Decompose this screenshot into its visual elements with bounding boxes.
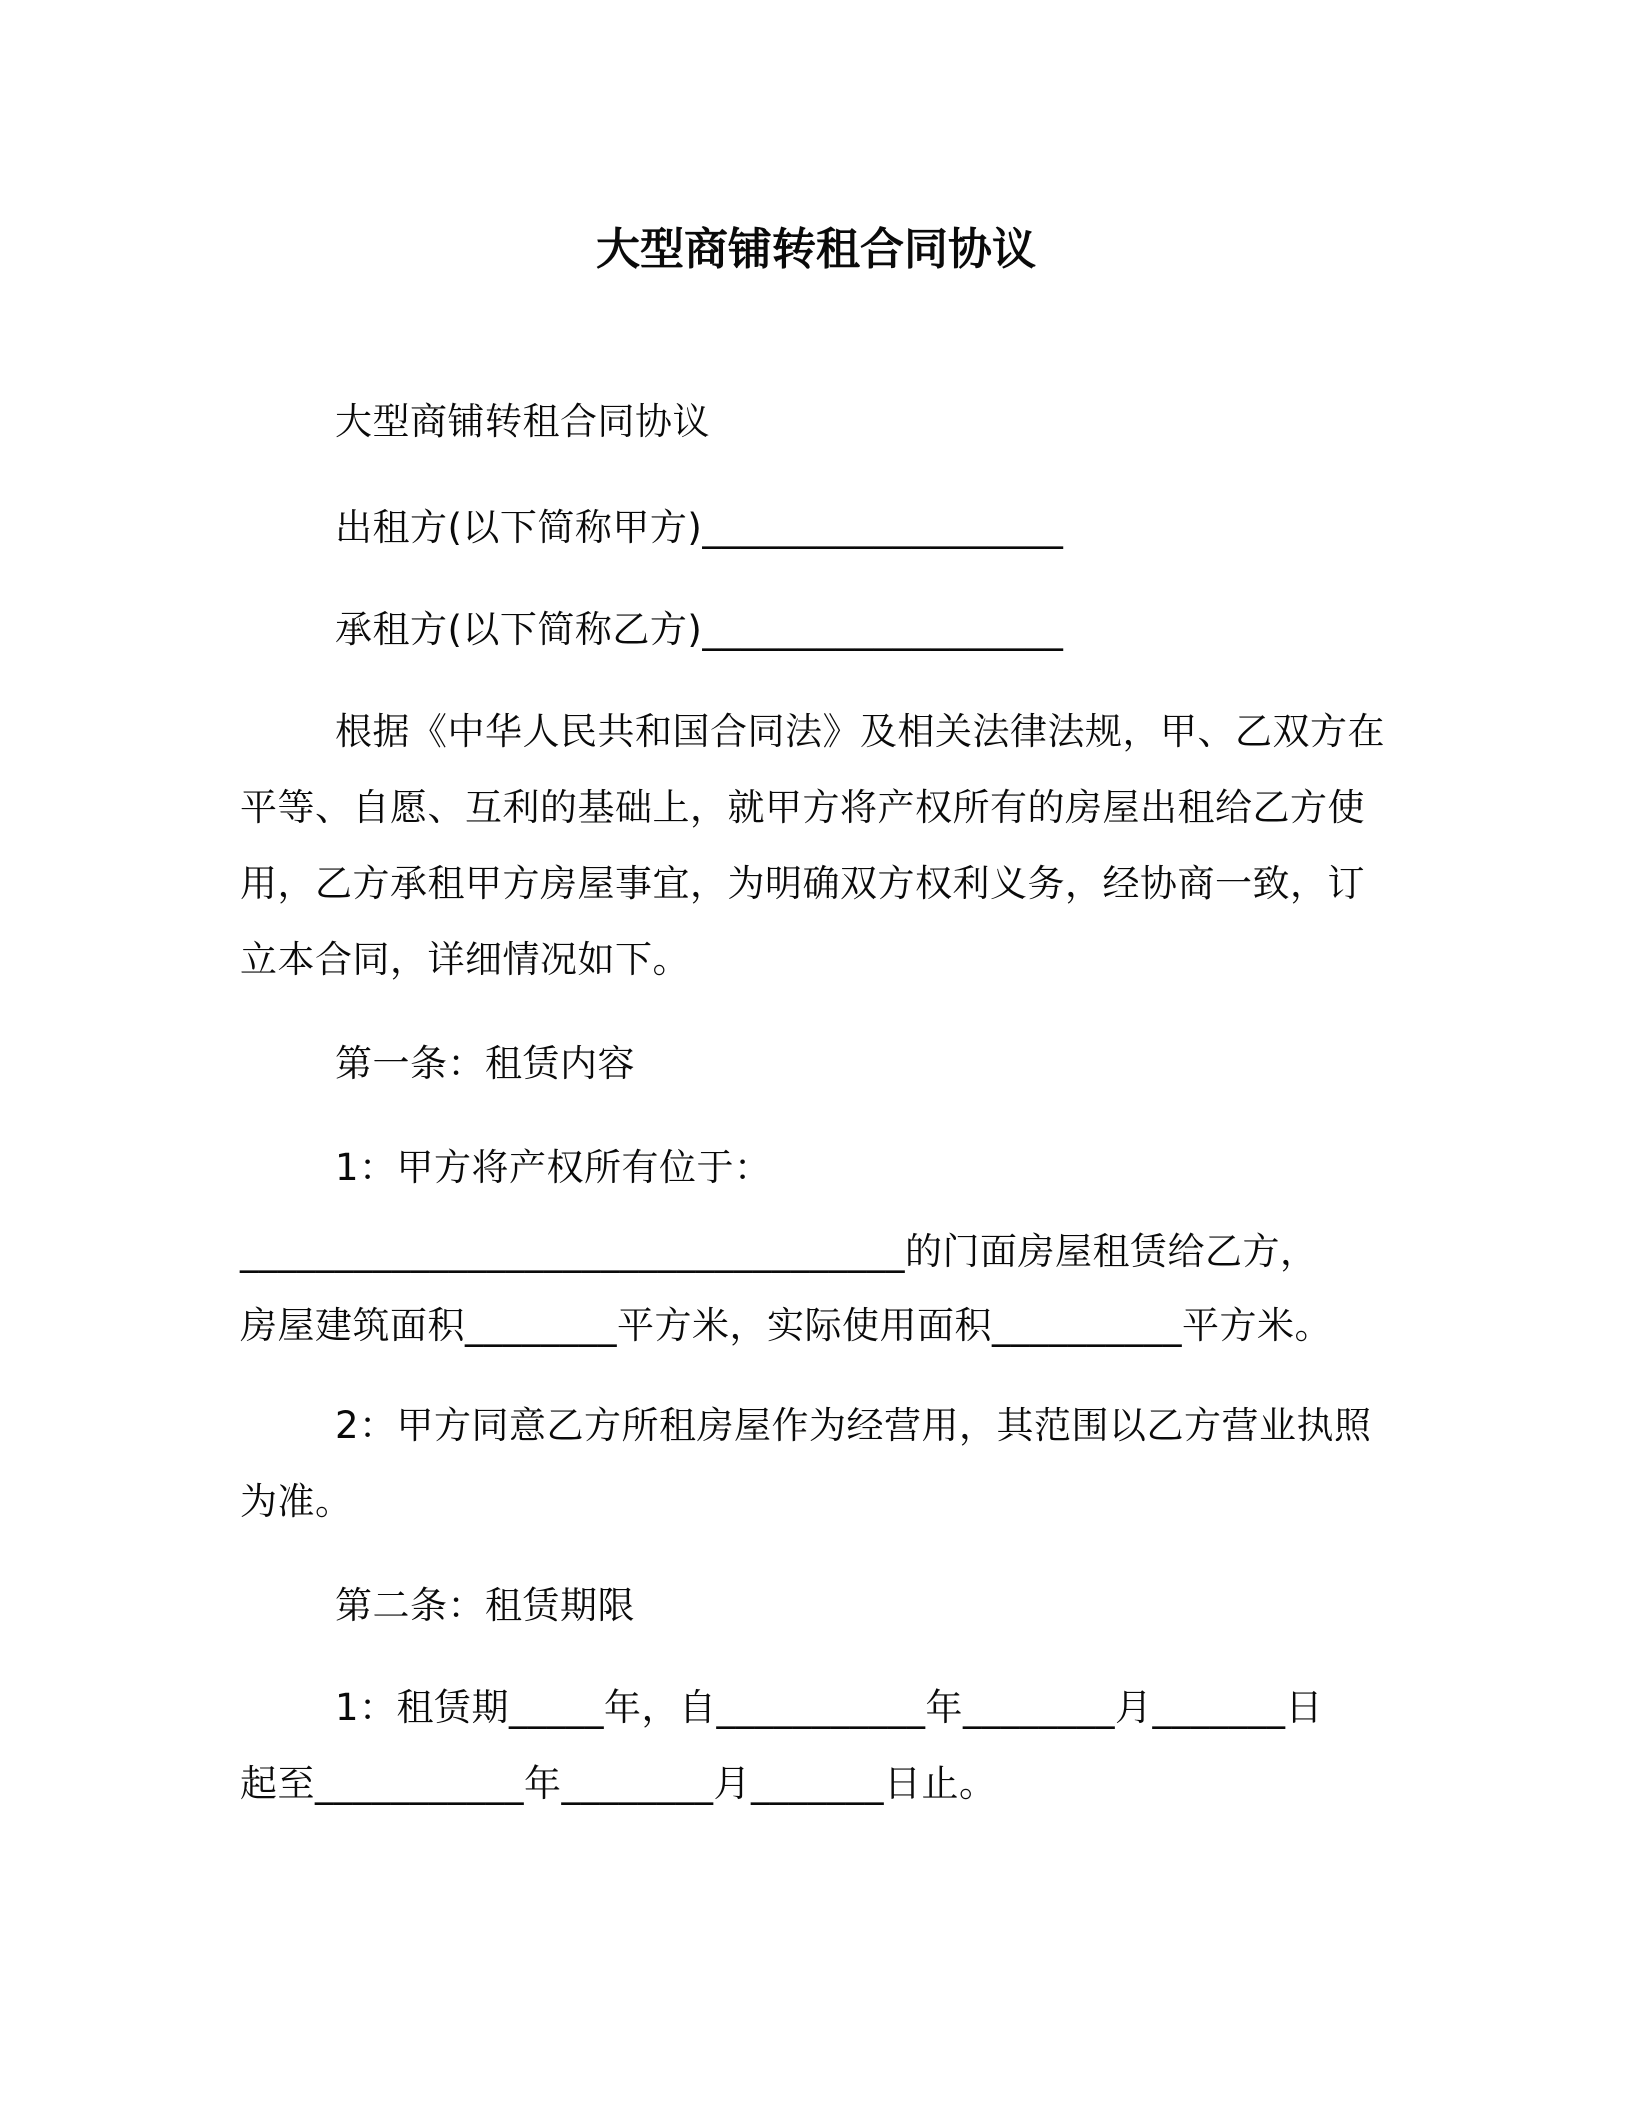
preamble-line: 平等、自愿、互利的基础上，就甲方将产权所有的房屋出租给乙方使 (240, 786, 1365, 829)
clause-line: 2：甲方同意乙方所租房屋作为经营用，其范围以乙方营业执照 (335, 1404, 1372, 1447)
clause-line: 起至___________年________月_______日止。 (240, 1762, 997, 1805)
preamble-line: 根据《中华人民共和国合同法》及相关法律法规，甲、乙双方在 (335, 710, 1385, 753)
article-2-heading: 第二条：租赁期限 (335, 1584, 635, 1627)
party-b-line: 承租方(以下简称乙方)___________________ (335, 608, 1064, 651)
preamble-line: 立本合同，详细情况如下。 (240, 938, 690, 981)
party-a-line: 出租方(以下简称甲方)___________________ (335, 506, 1064, 549)
article-1-heading: 第一条：租赁内容 (335, 1042, 635, 1085)
clause-line: 1：租赁期_____年，自___________年________月_______日 (335, 1686, 1324, 1729)
preamble-line: 用，乙方承租甲方房屋事宜，为明确双方权利义务，经协商一致，订 (240, 862, 1365, 905)
clause-line: 房屋建筑面积________平方米，实际使用面积__________平方米。 (240, 1304, 1332, 1347)
clause-line: ___________________________________的门面房屋租赁给乙方， (240, 1230, 1318, 1273)
document-title: 大型商铺转租合同协议 (596, 224, 1036, 275)
clause-line: 1：甲方将产权所有位于： (335, 1146, 772, 1189)
subtitle: 大型商铺转租合同协议 (335, 400, 710, 443)
clause-line: 为准。 (240, 1480, 353, 1523)
